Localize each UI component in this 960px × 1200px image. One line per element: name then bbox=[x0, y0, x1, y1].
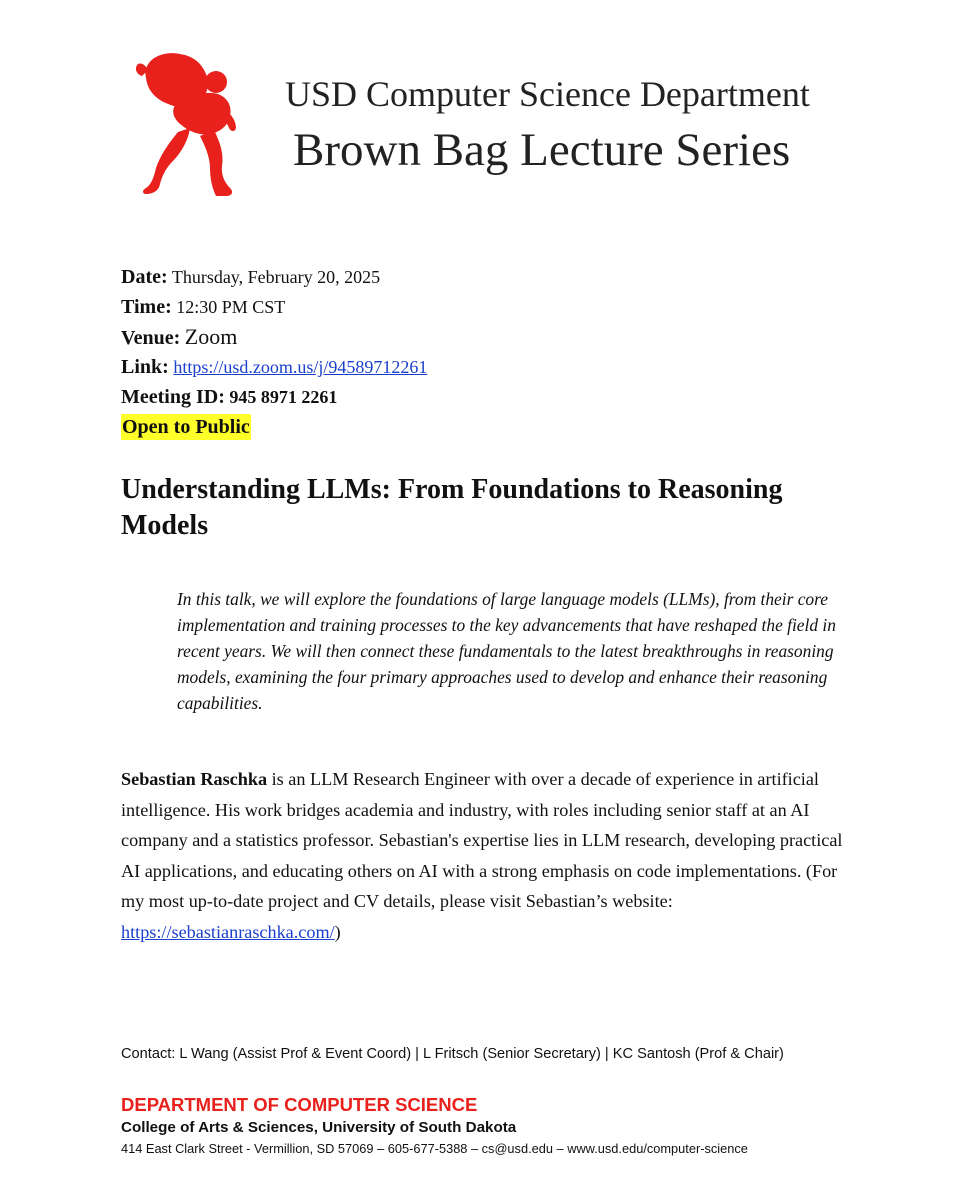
speaker-bio bbox=[121, 764, 861, 947]
hiker-with-sack-icon bbox=[132, 48, 254, 198]
time-row bbox=[121, 292, 821, 322]
department-address: 414 East Clark Street - Vermillion, SD 57069 – 605-677-5388 – cs@usd.edu – www.usd.edu/computer-science bbox=[121, 1141, 748, 1156]
zoom-link[interactable]: https://usd.zoom.us/j/94589712261 bbox=[173, 357, 428, 377]
date-label: Date: bbox=[121, 266, 168, 288]
date-row bbox=[121, 262, 821, 292]
meeting-id-value: 945 8971 2261 bbox=[229, 387, 338, 407]
time-label: Time: bbox=[121, 296, 172, 318]
event-info bbox=[121, 262, 821, 442]
venue-value: Zoom bbox=[184, 324, 238, 349]
link-label: Link: bbox=[121, 356, 169, 378]
bio-text: is an LLM Research Engineer with over a decade of experience in artificial intelligence. His work bridges academia and industry, with roles including senior staff at an AI company and a statistics professor. Sebastian's expertise lies in LLM research, developing practical AI applications, and educating others on AI with a strong emphasis on code implementations. (For my most up-to-date project and CV details, please visit Sebastian’s website: bbox=[121, 769, 843, 911]
speaker-name: Sebastian Raschka bbox=[121, 769, 268, 789]
open-to-public-badge: Open to Public bbox=[122, 416, 250, 438]
venue-label: Venue: bbox=[121, 327, 181, 349]
meeting-id-label: Meeting ID: bbox=[121, 386, 225, 408]
date-value: Thursday, February 20, 2025 bbox=[171, 267, 381, 287]
college-name: College of Arts & Sciences, University of South Dakota bbox=[121, 1119, 517, 1136]
series-title: Brown Bag Lecture Series bbox=[293, 124, 791, 176]
link-row bbox=[121, 352, 821, 382]
time-value: 12:30 PM CST bbox=[176, 297, 286, 317]
bio-closing: ) bbox=[334, 921, 341, 942]
speaker-website-link[interactable]: https://sebastianraschka.com/ bbox=[121, 921, 335, 942]
venue-row bbox=[121, 322, 821, 352]
department-title: USD Computer Science Department bbox=[285, 74, 810, 114]
talk-abstract: In this talk, we will explore the foundations of large language models (LLMs), from their core implementation and training processes to the key advancements that have reshaped the field in recent years. We will then connect these fundamentals to the latest breakthroughs in reasoning models, examining the four primary approaches used to develop and enhance their reasoning capabilities. bbox=[177, 589, 836, 713]
public-row bbox=[121, 412, 821, 442]
contact-line: Contact: L Wang (Assist Prof & Event Coord) | L Fritsch (Senior Secretary) | KC Santosh (Prof & Chair) bbox=[121, 1046, 784, 1062]
talk-title: Understanding LLMs: From Foundations to Reasoning Models bbox=[121, 474, 783, 541]
meeting-id-row bbox=[121, 382, 821, 412]
department-name: DEPARTMENT OF COMPUTER SCIENCE bbox=[121, 1094, 478, 1115]
